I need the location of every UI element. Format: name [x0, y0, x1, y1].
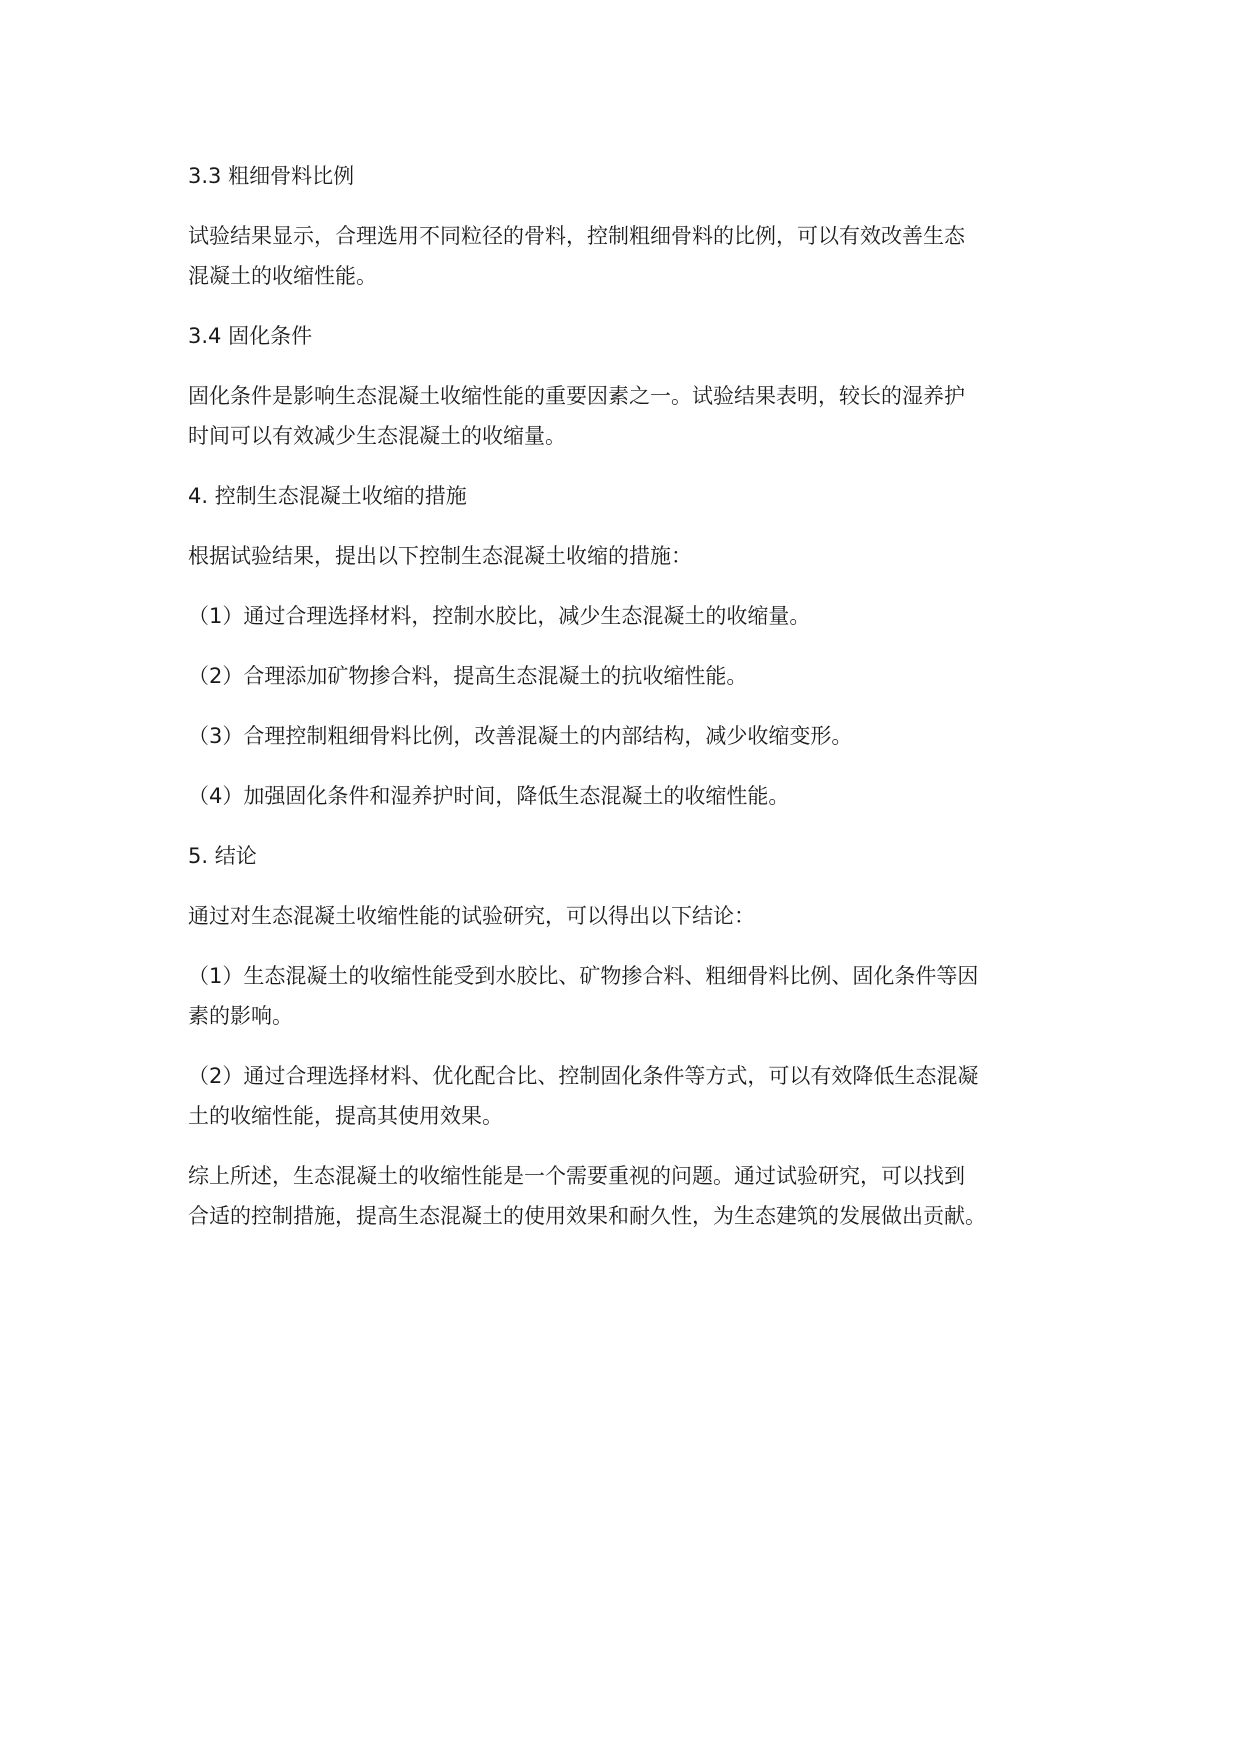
paragraph-line: 时间可以有效减少生态混凝土的收缩量。: [188, 424, 566, 448]
paragraph-line: 土的收缩性能，提高其使用效果。: [188, 1104, 503, 1128]
section-heading: [188, 835, 1068, 877]
paragraph: [188, 895, 1068, 937]
paragraph-line: （4）加强固化条件和湿养护时间，降低生态混凝土的收缩性能。: [188, 784, 790, 808]
paragraph-line: （3）合理控制粗细骨料比例，改善混凝土的内部结构，减少收缩变形。: [188, 724, 853, 748]
paragraph: [188, 1155, 1068, 1237]
section-heading: [188, 155, 1068, 197]
paragraph-line: 通过对生态混凝土收缩性能的试验研究，可以得出以下结论：: [188, 904, 755, 928]
paragraph: [188, 535, 1068, 577]
heading-text: 3.4 固化条件: [188, 324, 313, 348]
paragraph: [188, 1055, 1068, 1137]
heading-text: 4. 控制生态混凝土收缩的措施: [188, 484, 467, 508]
paragraph-line: 根据试验结果，提出以下控制生态混凝土收缩的措施：: [188, 544, 692, 568]
paragraph-line: （2）通过合理选择材料、优化配合比、控制固化条件等方式，可以有效降低生态混凝: [188, 1064, 979, 1088]
paragraph-line: 混凝土的收缩性能。: [188, 264, 377, 288]
paragraph-line: （1）通过合理选择材料，控制水胶比，减少生态混凝土的收缩量。: [188, 604, 811, 628]
paragraph-line: 合适的控制措施，提高生态混凝土的使用效果和耐久性，为生态建筑的发展做出贡献。: [188, 1204, 986, 1228]
paragraph-line: （1）生态混凝土的收缩性能受到水胶比、矿物掺合料、粗细骨料比例、固化条件等因: [188, 964, 979, 988]
section-heading: [188, 475, 1068, 517]
heading-text: 3.3 粗细骨料比例: [188, 164, 355, 188]
heading-text: 5. 结论: [188, 844, 257, 868]
paragraph: [188, 775, 1068, 817]
paragraph-line: 试验结果显示，合理选用不同粒径的骨料，控制粗细骨料的比例，可以有效改善生态: [188, 224, 965, 248]
paragraph: [188, 655, 1068, 697]
paragraph-line: 固化条件是影响生态混凝土收缩性能的重要因素之一。试验结果表明，较长的湿养护: [188, 384, 965, 408]
paragraph: [188, 375, 1068, 457]
paragraph-line: 素的影响。: [188, 1004, 293, 1028]
section-heading: [188, 315, 1068, 357]
paragraph: [188, 715, 1068, 757]
paragraph-line: 综上所述，生态混凝土的收缩性能是一个需要重视的问题。通过试验研究，可以找到: [188, 1164, 965, 1188]
paragraph: [188, 955, 1068, 1037]
paragraph: [188, 215, 1068, 297]
paragraph: [188, 595, 1068, 637]
paragraph-line: （2）合理添加矿物掺合料，提高生态混凝土的抗收缩性能。: [188, 664, 748, 688]
document-body: [188, 155, 1068, 1255]
